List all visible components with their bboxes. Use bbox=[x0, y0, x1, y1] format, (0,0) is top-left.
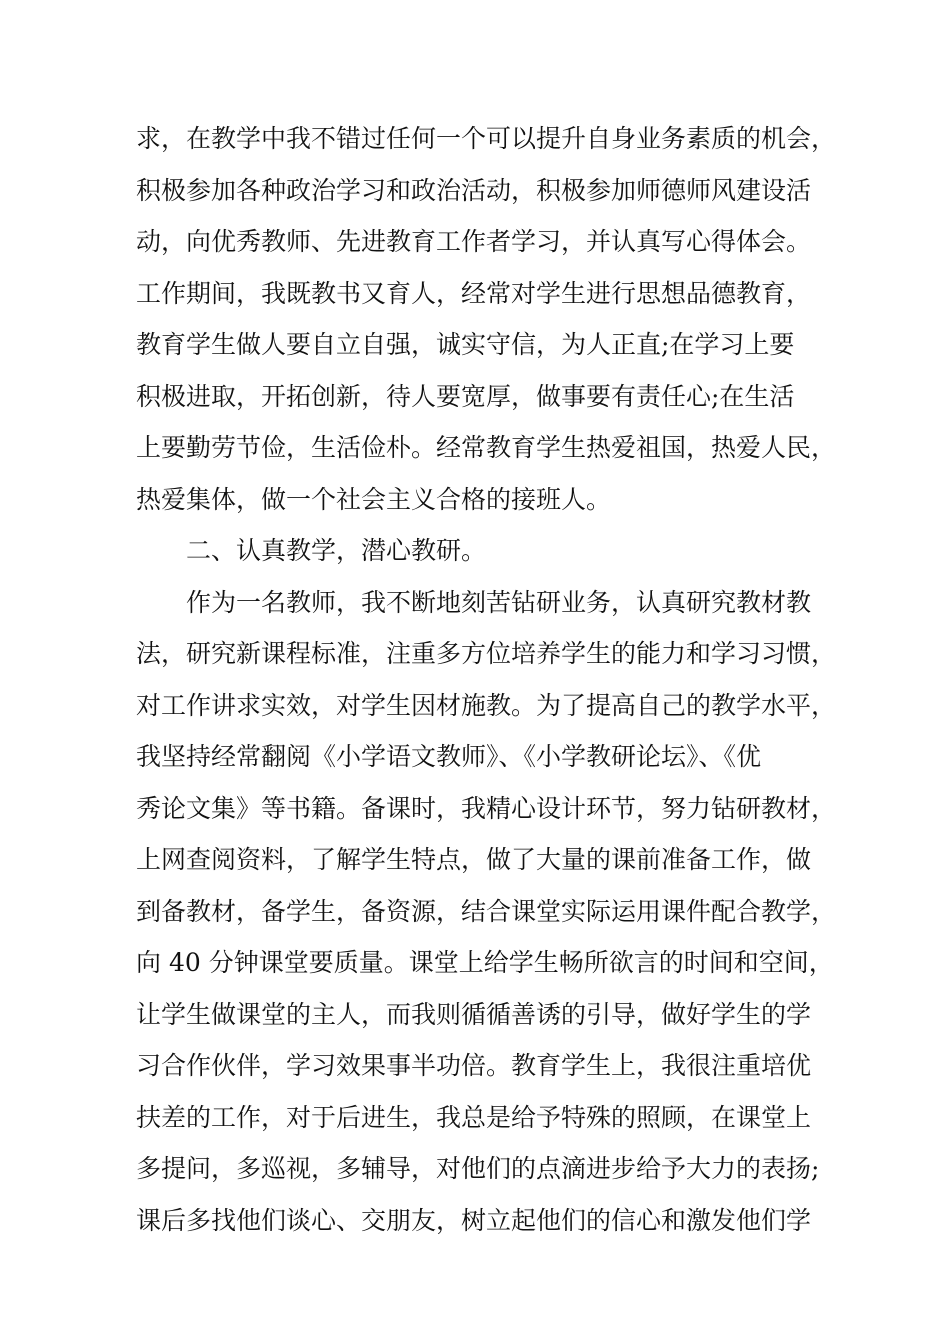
text-line: 秀论文集》等书籍。备课时，我精心设计环节，努力钻研教材， bbox=[136, 793, 837, 823]
text-line: 上网查阅资料，了解学生特点，做了大量的课前准备工作，做 bbox=[136, 845, 812, 874]
text-line: 对工作讲求实效，对学生因材施教。为了提高自己的教学水平， bbox=[136, 690, 837, 720]
section-heading: 二、认真教学，潜心教研。 bbox=[186, 536, 487, 565]
text-line: 向 40 分钟课堂要质量。课堂上给学生畅所欲言的时间和空间， bbox=[136, 948, 834, 977]
text-line: 工作期间，我既教书又育人，经常对学生进行思想品德教育， bbox=[136, 278, 812, 308]
text-line: 法，研究新课程标准，注重多方位培养学生的能力和学习习惯， bbox=[136, 639, 837, 668]
text-line: 让学生做课堂的主人，而我则循循善诱的引导，做好学生的学 bbox=[136, 999, 812, 1029]
text-line: 习合作伙伴，学习效果事半功倍。教育学生上，我很注重培优 bbox=[136, 1051, 812, 1080]
text-line: 动，向优秀教师、先进教育工作者学习，并认真写心得体会。 bbox=[136, 227, 812, 256]
text-line: 到备教材，备学生，备资源，结合课堂实际运用课件配合教学， bbox=[136, 896, 837, 926]
text-line: 热爱集体，做一个社会主义合格的接班人。 bbox=[136, 484, 612, 514]
text-line: 多提问，多巡视，多辅导，对他们的点滴进步给予大力的表扬; bbox=[136, 1154, 820, 1183]
text-line: 扶差的工作，对于后进生，我总是给予特殊的照顾，在课堂上 bbox=[136, 1102, 812, 1132]
text-line: 我坚持经常翻阅《小学语文教师》、《小学教研论坛》、《优 bbox=[136, 742, 762, 771]
text-line: 上要勤劳节俭，生活俭朴。经常教育学生热爱祖国，热爱人民， bbox=[136, 433, 837, 462]
paragraph-first-line: 作为一名教师，我不断地刻苦钻研业务，认真研究教材教 bbox=[186, 587, 812, 617]
text-line: 教育学生做人要自立自强，诚实守信，为人正直;在学习上要 bbox=[136, 330, 795, 359]
text-line: 课后多找他们谈心、交朋友，树立起他们的信心和激发他们学 bbox=[136, 1205, 812, 1235]
document-body bbox=[136, 113, 856, 1246]
text-line: 积极进取，开拓创新，待人要宽厚，做事要有责任心;在生活 bbox=[136, 381, 795, 411]
text-line: 积极参加各种政治学习和政治活动，积极参加师德师风建设活 bbox=[136, 175, 812, 205]
text-line: 求，在教学中我不错过任何一个可以提升自身业务素质的机会， bbox=[136, 124, 837, 153]
